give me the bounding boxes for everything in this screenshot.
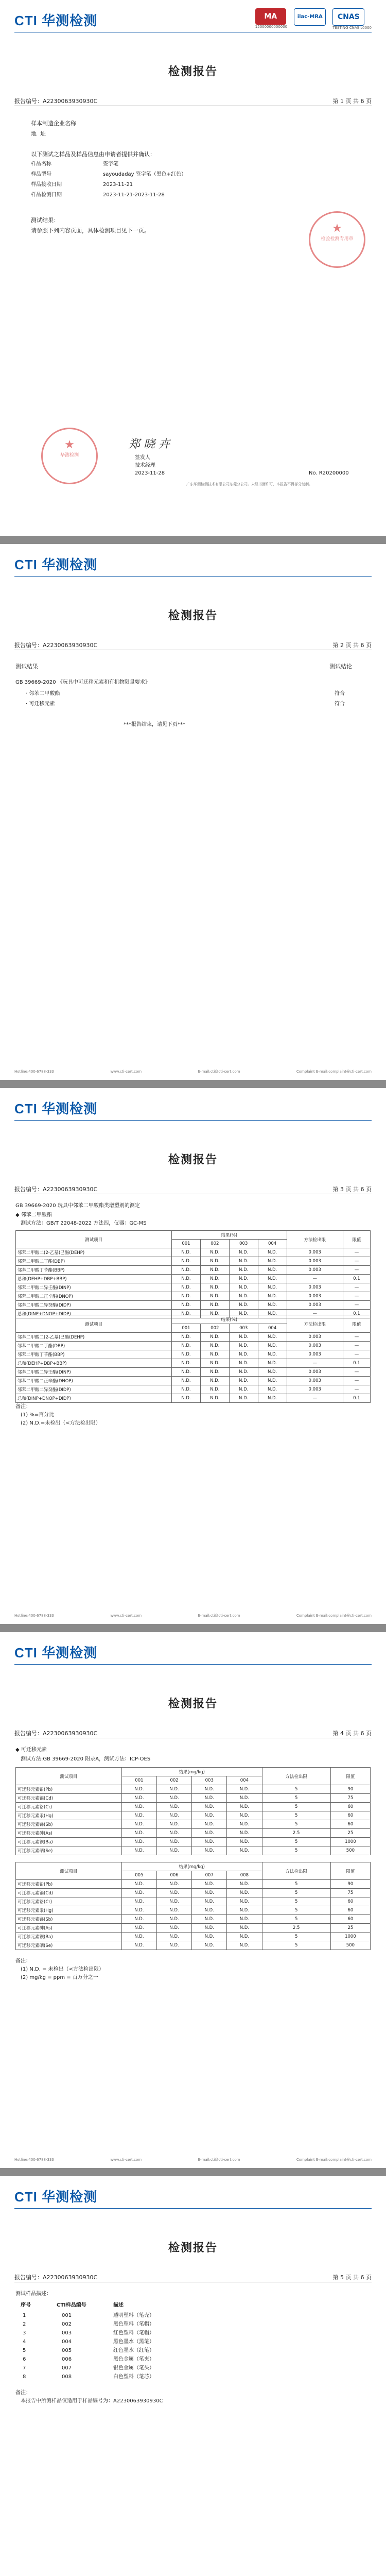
sample-intro: 以下测试之样品及样品信息由申请者提供并确认：: [31, 151, 155, 158]
sample-col: 006: [156, 1871, 191, 1880]
col-desc: 描述: [113, 2302, 124, 2308]
sample-col: 004: [258, 1240, 287, 1248]
sample-info-key: 样品型号: [31, 172, 51, 177]
sample-info-key: 样品接收日期: [31, 182, 62, 188]
phthalate-table-2: [15, 1315, 371, 1403]
list-item: 黑色墨水（黑笔）: [113, 2339, 154, 2345]
conclusion-heading: 测试结论: [329, 663, 352, 670]
sample-col: 003: [229, 1240, 258, 1248]
sample-col: 002: [200, 1324, 229, 1333]
issue-date: 2023-11-28: [135, 470, 165, 476]
table-row: 可迁移元素铅(Pb) N.D. N.D. N.D. N.D. 5 90: [16, 1880, 371, 1889]
official-seal-stamp: ★ 检验检测专用章: [309, 211, 365, 268]
ilac-badge: ilac-MRA: [294, 8, 326, 26]
ma-badge: MA 15000000000000: [255, 8, 287, 29]
sample-col: 007: [192, 1871, 227, 1880]
report-page-1: [0, 0, 386, 536]
legal-note: 广东华测检测技术有限公司东莞分公司。未经书面许可，本报告不得部分复制。: [186, 482, 312, 486]
approver-title: 技术经理: [135, 463, 155, 468]
result-text: 请参照下列内容页面，具体检测项目见下一页。: [31, 227, 150, 234]
report-title: 检测报告: [168, 1697, 218, 1710]
list-item: 6: [23, 2357, 26, 2362]
note-1: (1) N.D. = 未检出（<方法检出限）: [21, 1967, 104, 1972]
elements-table-2: [15, 1862, 371, 1950]
item-elements: · 可迁移元素: [26, 701, 55, 707]
page-footer: Hotline:400-6788-333 www.cti-cert.com E-mail:cti@cti-cert.com Complaint E-mail:complaint@cti-cert.com: [14, 1614, 372, 1618]
item-elements-result: 符合: [335, 701, 345, 707]
list-item: 银色金属（笔头）: [113, 2365, 154, 2371]
report-page-2: [0, 544, 386, 1080]
table-row: 邻苯二甲酸二异癸酯(DIDP) N.D. N.D. N.D. N.D. 0.003 —: [16, 1301, 371, 1310]
table-row: 可迁移元素铅(Pb) N.D. N.D. N.D. N.D. 5 90: [16, 1785, 371, 1794]
list-item: 008: [62, 2374, 72, 2380]
client-address: 地 址: [31, 130, 46, 137]
col-limit: 限值: [330, 1768, 370, 1785]
sample-col: 001: [171, 1240, 200, 1248]
test-method: 测试方法：GB/T 22048-2022 方法四，仪器：GC-MS: [21, 1221, 147, 1226]
table-row: 邻苯二甲酸二正辛酯(DNOP) N.D. N.D. N.D. N.D. 0.003 —: [16, 1292, 371, 1301]
list-item: 004: [62, 2339, 72, 2345]
test-method: 测试方法:GB 39669-2020 附录A，测试方法：ICP-OES: [21, 1756, 151, 1762]
result-label: 测试结果：: [31, 217, 59, 224]
table-row: 可迁移元素汞(Hg) N.D. N.D. N.D. N.D. 5 60: [16, 1811, 371, 1820]
report-title: 检测报告: [168, 65, 218, 78]
list-item: 红色塑料（笔帽）: [113, 2330, 154, 2336]
notes-label: 备注：: [15, 1958, 31, 1964]
list-item: 007: [62, 2365, 72, 2371]
col-limit: 限值: [330, 1862, 370, 1880]
list-item: 黑色金属（笔夹）: [113, 2357, 154, 2362]
company-seal-stamp: ★ 华测检测: [41, 428, 98, 484]
page-footer: Hotline:400-6788-333 www.cti-cert.com E-mail:cti@cti-cert.com Complaint E-mail:complaint@cti-cert.com: [14, 1070, 372, 1074]
item-phthalates: · 邻苯二甲酸酯: [26, 691, 60, 697]
note-1: (1) %=百分比: [21, 1412, 55, 1418]
table-row: 可迁移元素镉(Cd) N.D. N.D. N.D. N.D. 5 75: [16, 1889, 371, 1897]
col-items: 测试项目: [16, 1768, 122, 1785]
table-row: 邻苯二甲酸丁苄酯(BBP) N.D. N.D. N.D. N.D. 0.003 —: [16, 1266, 371, 1275]
table-row: 可迁移元素锑(Sb) N.D. N.D. N.D. N.D. 5 60: [16, 1820, 371, 1829]
notes-label: 备注：: [15, 1404, 31, 1410]
table-row: 邻苯二甲酸二正辛酯(DNOP) N.D. N.D. N.D. N.D. 0.003 —: [16, 1377, 371, 1385]
col-result: 结果(%): [171, 1315, 287, 1324]
sample-note: 本报告中所测样品仅适用于样品编号为：A2230063930930C: [21, 2398, 163, 2404]
notes-label: 备注：: [15, 2390, 31, 2396]
sample-info-key: 样品名称: [31, 161, 51, 167]
section-standard: GB 39669-2020 玩具中邻苯二甲酸酯类增塑剂的测定: [15, 1203, 140, 1209]
sample-col: 004: [258, 1324, 287, 1333]
sample-info-value: sayoudaday 签字笔（黑色+红色）: [103, 172, 187, 177]
table-row: 可迁移元素硒(Se) N.D. N.D. N.D. N.D. 5 500: [16, 1941, 371, 1950]
list-item: 1: [23, 2313, 26, 2318]
sample-col: 001: [121, 1776, 156, 1785]
col-rl: 方法检出限: [287, 1315, 343, 1333]
list-item: 黑色塑料（笔帽）: [113, 2321, 154, 2327]
sample-info-key: 样品检测日期: [31, 192, 62, 198]
table-row: 邻苯二甲酸二异癸酯(DIDP) N.D. N.D. N.D. N.D. 0.003 —: [16, 1385, 371, 1394]
col-rl: 方法检出限: [262, 1768, 330, 1785]
col-items: 测试项目: [16, 1231, 172, 1248]
table-row: 总和(DINP+DNOP+DIDP) N.D. N.D. N.D. N.D. — 0.1: [16, 1310, 371, 1318]
cti-logo: CTI 华测检测: [14, 557, 98, 572]
section-title: ◆ 邻苯二甲酸酯: [15, 1212, 52, 1218]
col-rl: 方法检出限: [287, 1231, 343, 1248]
col-result: 结果(mg/kg): [121, 1862, 262, 1871]
col-items: 测试项目: [16, 1315, 172, 1333]
table-row: 可迁移元素钡(Ba) N.D. N.D. N.D. N.D. 5 1000: [16, 1838, 371, 1846]
table-row: 可迁移元素汞(Hg) N.D. N.D. N.D. N.D. 5 60: [16, 1906, 371, 1915]
report-page-3: [0, 1088, 386, 1624]
list-item: 001: [62, 2313, 72, 2318]
list-item: 003: [62, 2330, 72, 2336]
table-row: 可迁移元素锑(Sb) N.D. N.D. N.D. N.D. 5 60: [16, 1915, 371, 1924]
list-item: 7: [23, 2365, 26, 2371]
sample-info-value: 2023-11-21-2023-11-28: [103, 192, 165, 198]
report-meta: 报告编号：A2230063930930C 第 4 页 共 6 页: [14, 1730, 372, 1737]
result-heading: 测试结果: [15, 663, 38, 670]
table-row: 邻苯二甲酸二丁酯(DBP) N.D. N.D. N.D. N.D. 0.003 —: [16, 1257, 371, 1266]
sample-col: 003: [229, 1324, 258, 1333]
method-standard: GB 39669-2020 《玩具中可迁移元素和有机物限量要求》: [15, 680, 150, 685]
col-items: 测试项目: [16, 1862, 122, 1880]
table-row: 可迁移元素铬(Cr) N.D. N.D. N.D. N.D. 5 60: [16, 1897, 371, 1906]
list-item: 5: [23, 2348, 26, 2353]
table-row: 邻苯二甲酸二(2-乙基)己酯(DEHP) N.D. N.D. N.D. N.D. 0.003 —: [16, 1248, 371, 1257]
report-page-5: [0, 2176, 386, 2576]
cnas-badge: CNAS TESTING CNAS L0000: [332, 8, 372, 30]
cti-logo: CTI 华测检测: [14, 13, 98, 28]
table-row: 邻苯二甲酸二异壬酯(DINP) N.D. N.D. N.D. N.D. 0.003 —: [16, 1283, 371, 1292]
sample-desc-heading: 测试样品描述：: [15, 2291, 51, 2297]
sample-col: 005: [121, 1871, 156, 1880]
note-2: (2) mg/kg = ppm = 百万分之一: [21, 1975, 98, 1980]
page-footer: Hotline:400-6788-333 www.cti-cert.com E-mail:cti@cti-cert.com Complaint E-mail:complaint@cti-cert.com: [14, 2158, 372, 2162]
table-row: 可迁移元素砷(As) N.D. N.D. N.D. N.D. 2.5 25: [16, 1924, 371, 1933]
col-no: 序号: [21, 2302, 31, 2308]
report-meta: 报告编号：A2230063930930C 第 5 页 共 6 页: [14, 2274, 372, 2281]
list-item: 005: [62, 2348, 72, 2353]
approver-label: 签发人: [135, 455, 150, 461]
table-row: 可迁移元素镉(Cd) N.D. N.D. N.D. N.D. 5 75: [16, 1794, 371, 1803]
sample-col: 001: [171, 1324, 200, 1333]
report-serial: No. R20200000: [309, 470, 349, 476]
col-result: 结果(mg/kg): [121, 1768, 262, 1776]
report-meta: 报告编号：A2230063930930C 第 1 页 共 6 页: [14, 98, 372, 105]
table-row: 可迁移元素铬(Cr) N.D. N.D. N.D. N.D. 5 60: [16, 1803, 371, 1811]
approver-signature: 郑 晓 卉: [129, 438, 170, 451]
sample-col: 008: [227, 1871, 262, 1880]
list-item: 透明塑料（笔壳）: [113, 2313, 154, 2318]
list-item: 白色塑料（笔芯）: [113, 2374, 154, 2380]
table-row: 邻苯二甲酸二丁酯(DBP) N.D. N.D. N.D. N.D. 0.003 —: [16, 1342, 371, 1350]
sample-col: 003: [192, 1776, 227, 1785]
sample-col: 002: [156, 1776, 191, 1785]
list-item: 006: [62, 2357, 72, 2362]
table-row: 可迁移元素硒(Se) N.D. N.D. N.D. N.D. 5 500: [16, 1846, 371, 1855]
sample-info-value: 签字笔: [103, 161, 118, 167]
table-row: 邻苯二甲酸二(2-乙基)己酯(DEHP) N.D. N.D. N.D. N.D. 0.003 —: [16, 1333, 371, 1342]
list-item: 3: [23, 2330, 26, 2336]
report-title: 检测报告: [168, 1153, 218, 1166]
list-item: 红色墨水（红笔）: [113, 2348, 154, 2353]
list-item: 4: [23, 2339, 26, 2345]
report-page-4: [0, 1632, 386, 2168]
table-row: 总和(DEHP+DBP+BBP) N.D. N.D. N.D. N.D. — 0.1: [16, 1275, 371, 1283]
col-sample-id: CTI样品编号: [57, 2302, 86, 2308]
elements-table-1: [15, 1767, 371, 1855]
client-name: 样本制造企业名称: [31, 120, 76, 127]
col-result: 结果(%): [171, 1231, 287, 1240]
table-row: 总和(DINP+DNOP+DIDP) N.D. N.D. N.D. N.D. — 0.1: [16, 1394, 371, 1403]
item-phthalates-result: 符合: [335, 691, 345, 697]
phthalate-table-1: [15, 1230, 371, 1318]
section-title: ◆ 可迁移元素: [15, 1747, 47, 1753]
table-row: 总和(DEHP+DBP+BBP) N.D. N.D. N.D. N.D. — 0.1: [16, 1359, 371, 1368]
col-limit: 限值: [343, 1315, 370, 1333]
col-limit: 限值: [343, 1231, 370, 1248]
report-header: [14, 7, 372, 30]
col-rl: 方法检出限: [262, 1862, 330, 1880]
table-row: 可迁移元素钡(Ba) N.D. N.D. N.D. N.D. 5 1000: [16, 1933, 371, 1941]
list-item: 2: [23, 2321, 26, 2327]
cti-logo: CTI 华测检测: [14, 1645, 98, 1660]
report-meta: 报告编号：A2230063930930C 第 3 页 共 6 页: [14, 1186, 372, 1193]
report-title: 检测报告: [168, 2241, 218, 2255]
report-title: 检测报告: [168, 609, 218, 622]
sample-col: 004: [227, 1776, 262, 1785]
sample-info-value: 2023-11-21: [103, 182, 133, 188]
report-meta: 报告编号：A2230063930930C 第 2 页 共 6 页: [14, 642, 372, 649]
table-row: 邻苯二甲酸丁苄酯(BBP) N.D. N.D. N.D. N.D. 0.003 —: [16, 1350, 371, 1359]
sample-col: 002: [200, 1240, 229, 1248]
list-item: 002: [62, 2321, 72, 2327]
cti-logo: CTI 华测检测: [14, 1101, 98, 1116]
table-row: 可迁移元素砷(As) N.D. N.D. N.D. N.D. 2.5 25: [16, 1829, 371, 1838]
table-row: 邻苯二甲酸二异壬酯(DINP) N.D. N.D. N.D. N.D. 0.003 —: [16, 1368, 371, 1377]
list-item: 8: [23, 2374, 26, 2380]
note-2: (2) N.D.=未检出（<方法检出限）: [21, 1420, 101, 1426]
end-note: ***报告结束，请见下页***: [124, 722, 185, 727]
cti-logo: CTI 华测检测: [14, 2189, 98, 2205]
